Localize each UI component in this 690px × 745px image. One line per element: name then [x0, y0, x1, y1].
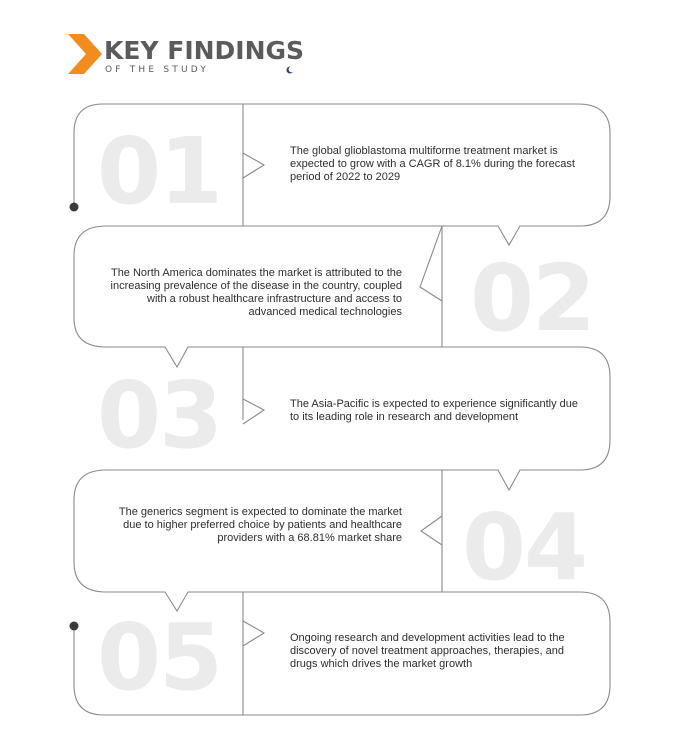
finding-number-2: 02	[469, 245, 595, 352]
finding-text-5: Ongoing research and development activities lead to the discovery of novel treatment approaches, therapies, and drugs which drives the market growth	[290, 632, 565, 670]
page-title: KEY FINDINGS	[104, 36, 305, 65]
finding-number-5: 05	[96, 604, 222, 711]
timeline-start-dot	[70, 203, 79, 212]
finding-text-3: The Asia-Pacific is expected to experience significantly due to its leading role in research and development	[290, 398, 578, 423]
finding-number-3: 03	[96, 362, 222, 469]
finding-number-4: 04	[461, 494, 587, 601]
timeline-end-dot	[70, 622, 79, 631]
finding-text-2: The North America dominates the market is attributed to the increasing prevalence of the disease in the country, coupled with a robust healthcare infrastructure and access to advanced medical technologies	[110, 267, 402, 318]
finding-text-4: The generics segment is expected to dominate the market due to higher preferred choice by patients and healthcare providers with a 68.81% market share	[118, 506, 402, 544]
finding-number-1: 01	[96, 118, 222, 225]
finding-text-1: The global glioblastoma multiforme treatment market is expected to grow with a CAGR of 8.1% during the forecast period of 2022 to 2029	[290, 145, 575, 183]
page-subtitle: OF THE STUDY	[105, 65, 210, 75]
